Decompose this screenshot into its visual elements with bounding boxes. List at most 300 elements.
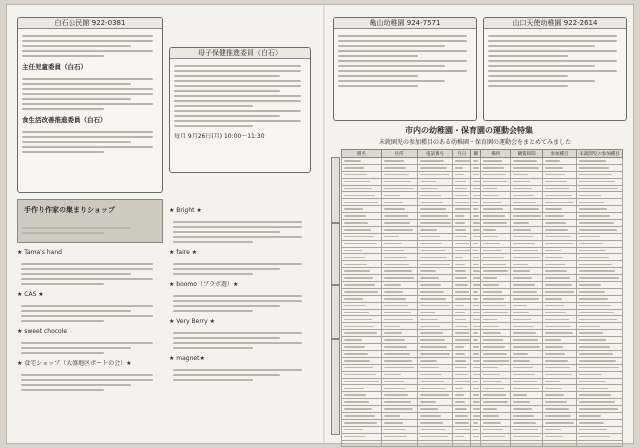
table-cell	[381, 226, 417, 233]
table-cell	[576, 412, 622, 419]
table-cell	[417, 213, 453, 220]
table-cell	[453, 344, 471, 351]
table-cell	[342, 392, 382, 399]
category-band	[331, 223, 340, 285]
table-cell	[543, 164, 577, 171]
table-cell	[417, 206, 453, 213]
table-cell	[381, 337, 417, 344]
table-cell	[417, 337, 453, 344]
table-cell	[471, 213, 481, 220]
shop-list-1	[17, 249, 163, 437]
table-header: 電話番号	[417, 150, 453, 158]
table-cell	[342, 282, 382, 289]
table-cell	[417, 226, 453, 233]
table-cell	[342, 433, 382, 440]
table-cell	[481, 378, 511, 385]
table-cell	[381, 323, 417, 330]
table-cell	[481, 158, 511, 165]
table-cell	[381, 199, 417, 206]
table-cell	[576, 323, 622, 330]
table-subtitle: 未就園児の参加種目のある幼稚園・保育園の運動会をまとめてみました	[379, 139, 572, 146]
table-cell	[342, 302, 382, 309]
table-cell	[342, 357, 382, 364]
table-cell	[481, 185, 511, 192]
table-cell	[576, 206, 622, 213]
table-cell	[417, 240, 453, 247]
table-cell	[381, 185, 417, 192]
table-header: 曜	[471, 150, 481, 158]
table-cell	[543, 275, 577, 282]
table-cell	[576, 178, 622, 185]
table-cell	[381, 164, 417, 171]
table-cell	[543, 426, 577, 433]
table-cell	[453, 199, 471, 206]
table-cell	[511, 226, 543, 233]
table-cell	[481, 330, 511, 337]
table-cell	[381, 399, 417, 406]
table-cell	[543, 192, 577, 199]
table-cell	[453, 433, 471, 440]
table-cell	[453, 316, 471, 323]
table-row	[342, 371, 623, 378]
table-cell	[511, 247, 543, 254]
table-cell	[453, 357, 471, 364]
table-cell	[471, 350, 481, 357]
handmade-banner	[17, 199, 163, 243]
table-row	[342, 316, 623, 323]
table-cell	[481, 433, 511, 440]
table-cell	[576, 213, 622, 220]
table-cell	[342, 275, 382, 282]
table-cell	[543, 350, 577, 357]
table-cell	[511, 344, 543, 351]
table-cell	[576, 240, 622, 247]
table-cell	[417, 378, 453, 385]
table-row	[342, 357, 623, 364]
table-cell	[481, 309, 511, 316]
table-cell	[576, 233, 622, 240]
table-cell	[481, 302, 511, 309]
table-header: 住所	[381, 150, 417, 158]
table-cell	[417, 199, 453, 206]
table-cell	[453, 254, 471, 261]
table-cell	[543, 171, 577, 178]
table-cell	[543, 247, 577, 254]
table-cell	[481, 261, 511, 268]
table-cell	[511, 282, 543, 289]
table-cell	[342, 399, 382, 406]
table-cell	[453, 350, 471, 357]
table-cell	[471, 254, 481, 261]
table-cell	[481, 192, 511, 199]
table-cell	[417, 171, 453, 178]
table-row	[342, 378, 623, 385]
table-cell	[453, 171, 471, 178]
table-cell	[543, 399, 577, 406]
table-cell	[453, 399, 471, 406]
table-cell	[453, 164, 471, 171]
table-cell	[511, 323, 543, 330]
table-cell	[453, 240, 471, 247]
table-cell	[481, 337, 511, 344]
table-cell	[381, 171, 417, 178]
table-cell	[381, 406, 417, 413]
kominkan-box-title: 白石公民館 922-0381	[18, 18, 162, 29]
table-cell	[543, 323, 577, 330]
table-cell	[417, 440, 453, 447]
table-cell	[417, 309, 453, 316]
table-cell	[543, 302, 577, 309]
table-cell	[453, 282, 471, 289]
table-cell	[511, 268, 543, 275]
table-cell	[453, 206, 471, 213]
table-cell	[481, 440, 511, 447]
table-row	[342, 399, 623, 406]
table-cell	[543, 288, 577, 295]
shop-heading: ★ magnet★	[169, 355, 205, 362]
yamaguchi-box	[483, 17, 627, 121]
table-cell	[342, 268, 382, 275]
table-cell	[471, 275, 481, 282]
table-cell	[576, 282, 622, 289]
table-cell	[543, 344, 577, 351]
table-cell	[471, 406, 481, 413]
category-band	[331, 157, 340, 223]
table-row	[342, 406, 623, 413]
table-cell	[543, 158, 577, 165]
table-cell	[417, 350, 453, 357]
table-cell	[471, 158, 481, 165]
table-cell	[471, 357, 481, 364]
table-cell	[342, 371, 382, 378]
shop-heading: ★ Very Berry ★	[169, 318, 216, 325]
table-cell	[576, 295, 622, 302]
table-cell	[471, 220, 481, 227]
shop-heading: ★ faire ★	[169, 249, 198, 256]
table-cell	[481, 199, 511, 206]
table-cell	[543, 220, 577, 227]
table-cell	[453, 378, 471, 385]
table-cell	[417, 178, 453, 185]
table-row	[342, 302, 623, 309]
table-cell	[576, 385, 622, 392]
table-row	[342, 337, 623, 344]
table-row	[342, 240, 623, 247]
table-cell	[481, 412, 511, 419]
table-cell	[511, 316, 543, 323]
table-cell	[471, 440, 481, 447]
table-cell	[381, 309, 417, 316]
boshi-box-title: 母子保健推進委員（白石）	[170, 48, 310, 59]
left-page	[13, 11, 315, 439]
table-cell	[576, 357, 622, 364]
table-cell	[417, 419, 453, 426]
table-cell	[342, 220, 382, 227]
table-cell	[381, 247, 417, 254]
table-cell	[417, 158, 453, 165]
table-cell	[481, 254, 511, 261]
table-cell	[453, 440, 471, 447]
table-cell	[342, 419, 382, 426]
table-cell	[342, 192, 382, 199]
table-cell	[342, 247, 382, 254]
table-cell	[471, 330, 481, 337]
table-cell	[576, 192, 622, 199]
table-cell	[417, 371, 453, 378]
table-cell	[471, 206, 481, 213]
table-cell	[481, 419, 511, 426]
table-cell	[342, 385, 382, 392]
table-cell	[511, 213, 543, 220]
table-cell	[471, 288, 481, 295]
table-cell	[417, 275, 453, 282]
table-cell	[342, 337, 382, 344]
table-cell	[471, 226, 481, 233]
table-cell	[576, 316, 622, 323]
table-cell	[576, 302, 622, 309]
table-cell	[381, 412, 417, 419]
table-cell	[417, 385, 453, 392]
table-cell	[576, 330, 622, 337]
table-cell	[511, 164, 543, 171]
table-row	[342, 192, 623, 199]
table-cell	[453, 213, 471, 220]
table-cell	[381, 378, 417, 385]
shop-heading: ★ Bright ★	[169, 207, 202, 214]
table-cell	[342, 412, 382, 419]
table-cell	[453, 288, 471, 295]
table-cell	[417, 164, 453, 171]
table-cell	[471, 240, 481, 247]
table-row	[342, 178, 623, 185]
table-cell	[453, 392, 471, 399]
table-cell	[576, 364, 622, 371]
table-cell	[576, 261, 622, 268]
table-cell	[417, 426, 453, 433]
table-cell	[471, 316, 481, 323]
table-cell	[481, 206, 511, 213]
table-cell	[453, 178, 471, 185]
table-cell	[511, 399, 543, 406]
table-cell	[417, 412, 453, 419]
table-cell	[576, 164, 622, 171]
table-cell	[342, 206, 382, 213]
table-cell	[342, 185, 382, 192]
table-cell	[511, 371, 543, 378]
table-cell	[471, 426, 481, 433]
table-cell	[576, 419, 622, 426]
table-cell	[511, 199, 543, 206]
table-cell	[543, 213, 577, 220]
section-heading-2: 食生活改善推進委員（白石）	[22, 116, 107, 124]
table-cell	[471, 171, 481, 178]
table-cell	[471, 412, 481, 419]
table-cell	[453, 412, 471, 419]
shop-heading: ★ 食宅ショップ（大盛地区ボートの会）★	[17, 360, 132, 367]
table-cell	[381, 220, 417, 227]
kameyama-box	[333, 17, 477, 121]
table-cell	[453, 158, 471, 165]
table-cell	[511, 364, 543, 371]
table-row	[342, 323, 623, 330]
sports-day-table	[341, 149, 623, 447]
table-cell	[417, 302, 453, 309]
table-row	[342, 419, 623, 426]
table-header: 未就園児の参加種目	[576, 150, 622, 158]
table-cell	[381, 158, 417, 165]
table-cell	[342, 164, 382, 171]
table-cell	[543, 282, 577, 289]
table-cell	[543, 392, 577, 399]
table-row	[342, 344, 623, 351]
table-row	[342, 206, 623, 213]
table-cell	[417, 185, 453, 192]
table-cell	[471, 378, 481, 385]
table-cell	[453, 385, 471, 392]
table-cell	[543, 295, 577, 302]
table-cell	[471, 178, 481, 185]
table-cell	[471, 344, 481, 351]
table-header: 観覧時間	[511, 150, 543, 158]
table-cell	[576, 199, 622, 206]
table-cell	[481, 399, 511, 406]
table-cell	[417, 268, 453, 275]
table-cell	[342, 261, 382, 268]
table-row	[342, 268, 623, 275]
table-cell	[481, 371, 511, 378]
table-cell	[511, 192, 543, 199]
table-row	[342, 412, 623, 419]
table-cell	[453, 406, 471, 413]
table-cell	[481, 178, 511, 185]
table-cell	[543, 261, 577, 268]
table-cell	[511, 433, 543, 440]
table-cell	[342, 240, 382, 247]
table-row	[342, 254, 623, 261]
table-cell	[342, 178, 382, 185]
table-cell	[381, 385, 417, 392]
right-page	[331, 11, 629, 439]
table-cell	[511, 330, 543, 337]
table-cell	[453, 275, 471, 282]
table-cell	[481, 247, 511, 254]
table-cell	[543, 185, 577, 192]
table-cell	[511, 392, 543, 399]
table-cell	[381, 282, 417, 289]
table-cell	[471, 261, 481, 268]
handmade-banner-text: 手作り作家の集まりショップ	[24, 206, 115, 214]
table-cell	[471, 399, 481, 406]
table-cell	[481, 392, 511, 399]
table-cell	[481, 268, 511, 275]
table-cell	[511, 378, 543, 385]
table-cell	[342, 350, 382, 357]
table-cell	[511, 357, 543, 364]
table-cell	[543, 199, 577, 206]
table-cell	[381, 392, 417, 399]
table-cell	[471, 192, 481, 199]
table-cell	[511, 337, 543, 344]
table-row	[342, 392, 623, 399]
table-cell	[417, 247, 453, 254]
table-cell	[417, 406, 453, 413]
table-cell	[471, 302, 481, 309]
table-cell	[481, 385, 511, 392]
kameyama-box-title: 亀山幼稚園 924-7571	[334, 18, 476, 29]
table-header: 月日	[453, 150, 471, 158]
table-cell	[381, 433, 417, 440]
table-cell	[481, 316, 511, 323]
table-row	[342, 220, 623, 227]
table-cell	[381, 371, 417, 378]
table-cell	[511, 206, 543, 213]
table-row	[342, 213, 623, 220]
table-row	[342, 350, 623, 357]
table-cell	[481, 426, 511, 433]
table-cell	[417, 323, 453, 330]
table-cell	[381, 426, 417, 433]
table-cell	[417, 330, 453, 337]
table-cell	[417, 433, 453, 440]
table-cell	[417, 295, 453, 302]
table-cell	[481, 220, 511, 227]
table-cell	[342, 213, 382, 220]
table-cell	[471, 371, 481, 378]
table-cell	[381, 330, 417, 337]
table-cell	[381, 350, 417, 357]
table-cell	[381, 268, 417, 275]
table-cell	[417, 364, 453, 371]
table-cell	[543, 412, 577, 419]
table-cell	[481, 323, 511, 330]
table-cell	[471, 164, 481, 171]
table-cell	[342, 330, 382, 337]
table-cell	[511, 302, 543, 309]
table-cell	[417, 357, 453, 364]
table-cell	[543, 371, 577, 378]
yamaguchi-box-title: 山口天使幼稚園 922-2614	[484, 18, 626, 29]
page-fold	[323, 5, 325, 443]
table-row	[342, 330, 623, 337]
table-cell	[543, 440, 577, 447]
table-cell	[511, 295, 543, 302]
table-cell	[453, 295, 471, 302]
table-cell	[511, 233, 543, 240]
table-cell	[417, 282, 453, 289]
shop-heading: ★ sweet chocole	[17, 328, 68, 335]
table-title: 市内の幼稚園・保育園の運動会特集	[405, 126, 533, 135]
table-row	[342, 275, 623, 282]
table-cell	[381, 275, 417, 282]
table-cell	[511, 412, 543, 419]
table-cell	[576, 440, 622, 447]
table-cell	[342, 295, 382, 302]
table-cell	[576, 254, 622, 261]
table-cell	[543, 178, 577, 185]
table-cell	[417, 220, 453, 227]
table-cell	[471, 337, 481, 344]
table-cell	[481, 233, 511, 240]
table-cell	[511, 254, 543, 261]
table-cell	[381, 440, 417, 447]
table-cell	[576, 399, 622, 406]
table-cell	[481, 350, 511, 357]
table-cell	[381, 254, 417, 261]
table-cell	[511, 385, 543, 392]
table-row	[342, 364, 623, 371]
table-cell	[453, 226, 471, 233]
table-cell	[417, 344, 453, 351]
